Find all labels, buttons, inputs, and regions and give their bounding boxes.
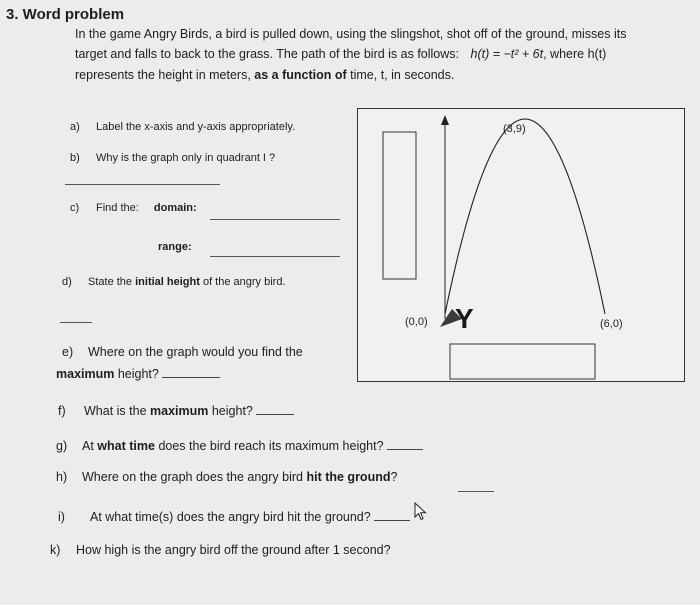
question-g-pre: At xyxy=(82,439,94,453)
answer-line-domain[interactable] xyxy=(210,219,340,220)
question-g xyxy=(56,437,423,453)
question-f-post: height? xyxy=(211,404,253,418)
question-i-label: i) xyxy=(58,510,65,524)
question-e-bold: maximum xyxy=(56,367,115,381)
slingshot-icon: Y xyxy=(455,303,474,334)
answer-line-g[interactable] xyxy=(387,437,423,450)
question-g-post: does the bird reach its maximum height? xyxy=(158,439,384,453)
question-h xyxy=(56,470,397,484)
parabola-curve xyxy=(445,119,605,314)
intro-line-3-post: time, t, in seconds. xyxy=(350,68,455,82)
intro-line-2 xyxy=(75,47,606,61)
question-h-bold: hit the ground xyxy=(306,470,391,484)
question-h-post: ? xyxy=(390,470,398,484)
question-k xyxy=(50,543,391,557)
question-g-bold: what time xyxy=(97,439,155,453)
intro-line-3 xyxy=(75,68,454,82)
question-c-label: c) xyxy=(70,202,80,214)
answer-line-f[interactable] xyxy=(256,402,294,415)
question-i xyxy=(58,508,410,524)
question-e-line-1 xyxy=(62,345,303,359)
answer-line-range[interactable] xyxy=(210,256,340,257)
question-a xyxy=(70,121,295,133)
question-f-pre: What is the xyxy=(84,404,147,418)
question-d-bold: initial height xyxy=(135,276,200,288)
y-axis-arrow-icon xyxy=(441,115,449,125)
answer-line-b[interactable] xyxy=(65,184,220,185)
question-i-text: At what time(s) does the angry bird hit the ground? xyxy=(90,510,371,524)
answer-line-h[interactable] xyxy=(458,491,494,492)
origin-label: (0,0) xyxy=(405,316,428,328)
question-k-label: k) xyxy=(50,543,61,557)
problem-title: 3. Word problem xyxy=(6,6,125,23)
question-c-text: Find the: xyxy=(96,202,139,214)
question-e-line-2 xyxy=(56,365,220,381)
question-f-label: f) xyxy=(58,404,66,418)
end-point-label: (6,0) xyxy=(600,318,623,330)
question-k-text: How high is the angry bird off the ground after 1 second? xyxy=(76,543,391,557)
question-e-text: Where on the graph would you find the xyxy=(88,345,303,359)
answer-line-i[interactable] xyxy=(374,508,410,521)
question-e-label: e) xyxy=(62,345,74,359)
question-h-label: h) xyxy=(56,470,68,484)
question-a-label: a) xyxy=(70,121,80,133)
intro-line-2-end: , where h(t) xyxy=(543,47,607,61)
range-label: range: xyxy=(158,241,192,253)
question-g-label: g) xyxy=(56,439,68,453)
question-f xyxy=(58,402,294,418)
question-d-label: d) xyxy=(62,276,72,288)
question-f-bold: maximum xyxy=(150,404,209,418)
question-b xyxy=(70,152,275,164)
question-b-label: b) xyxy=(70,152,80,164)
answer-line-d[interactable] xyxy=(60,322,92,323)
y-axis-label-box[interactable] xyxy=(383,132,416,279)
intro-line-1: In the game Angry Birds, a bird is pulled down, using the slingshot, shot off of the ground, misses its xyxy=(75,27,627,41)
intro-line-3-bold: as a function of xyxy=(254,68,347,82)
question-d xyxy=(62,276,286,288)
question-c xyxy=(70,202,197,214)
vertex-label: (3,9) xyxy=(503,123,526,135)
graph-frame xyxy=(357,108,685,382)
question-d-pre: State the xyxy=(88,276,133,288)
answer-line-e[interactable] xyxy=(162,365,220,378)
height-formula: h(t) = −t² + 6t xyxy=(470,47,544,61)
intro-line-2-text: target and falls to back to the grass. The path of the bird is as follows: xyxy=(75,47,460,61)
question-d-post: of the angry bird. xyxy=(202,276,286,288)
question-h-pre: Where on the graph does the angry bird xyxy=(82,470,303,484)
mouse-cursor-icon xyxy=(414,502,428,522)
domain-label: domain: xyxy=(153,202,197,214)
intro-line-3-pre: represents the height in meters, xyxy=(75,68,251,82)
question-e-post: height? xyxy=(117,367,159,381)
question-b-text: Why is the graph only in quadrant I ? xyxy=(96,152,276,164)
question-a-text: Label the x-axis and y-axis appropriately. xyxy=(96,121,296,133)
x-axis-label-box[interactable] xyxy=(450,344,595,379)
graph-canvas xyxy=(358,109,684,381)
